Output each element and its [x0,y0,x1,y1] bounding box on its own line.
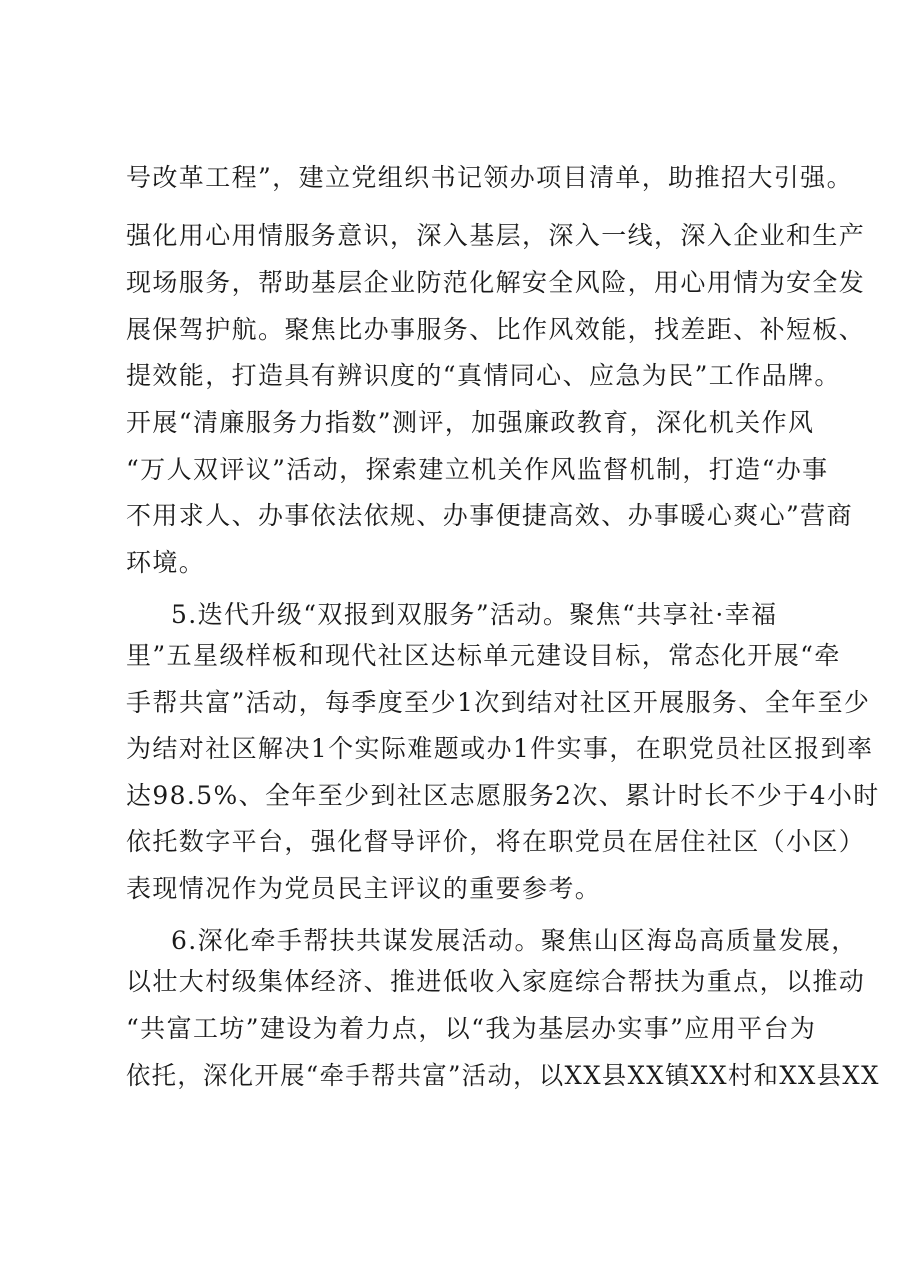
text-line: 展保驾护航。聚焦比办事服务、比作风效能，找差距、补短板、 [126,315,866,344]
text-line: “共富工坊”建设为着力点，以“我为基层办实事”应用平台为 [126,1014,817,1043]
text-line: “万人双评议”活动，探索建立机关作风监督机制，打造“办事 [126,455,829,484]
text-line: 开展“清廉服务力指数”测评，加强廉政教育，深化机关作风 [126,408,815,437]
text-line: 环境。 [126,548,206,577]
text-line: 不用求人、办事依法依规、办事便捷高效、办事暖心爽心”营商 [126,501,853,530]
text-line: 里”五星级样板和现代社区达标单元建设目标，常态化开展“牵 [126,641,841,670]
text-line: 提效能，打造具有辨识度的“真情同心、应急为民”工作品牌。 [126,361,841,390]
text-line: 手帮共富”活动，每季度至少1次到结对社区开展服务、全年至少 [126,688,871,717]
text-line: 号改革工程”，建立党组织书记领办项目清单，助推招大引强。 [126,163,853,192]
text-line: 现场服务，帮助基层企业防范化解安全风险，用心用情为安全发 [126,268,866,297]
text-line: 以壮大村级集体经济、推进低收入家庭综合帮扶为重点，以推动 [126,967,866,996]
section-heading-line: 6.深化牵手帮扶共谋发展活动。聚焦山区海岛高质量发展， [171,926,858,955]
text-line: 依托数字平台，强化督导评价，将在职党员在居住社区（小区） [126,827,866,856]
text-line: 为结对社区解决1个实际难题或办1件实事，在职党员社区报到率 [126,734,874,763]
text-line: 达98.5%、全年至少到社区志愿服务2次、累计时长不少于4小时 [126,781,880,810]
text-line: 依托，深化开展“牵手帮共富”活动，以XX县XX镇XX村和XX县XX [126,1061,880,1090]
text-line: 表现情况作为党员民主评议的重要参考。 [126,874,602,903]
text-line: 强化用心用情服务意识，深入基层，深入一线，深入企业和生产 [126,221,866,250]
section-heading-line: 5.迭代升级“双报到双服务”活动。聚焦“共享社·幸福 [171,600,778,629]
